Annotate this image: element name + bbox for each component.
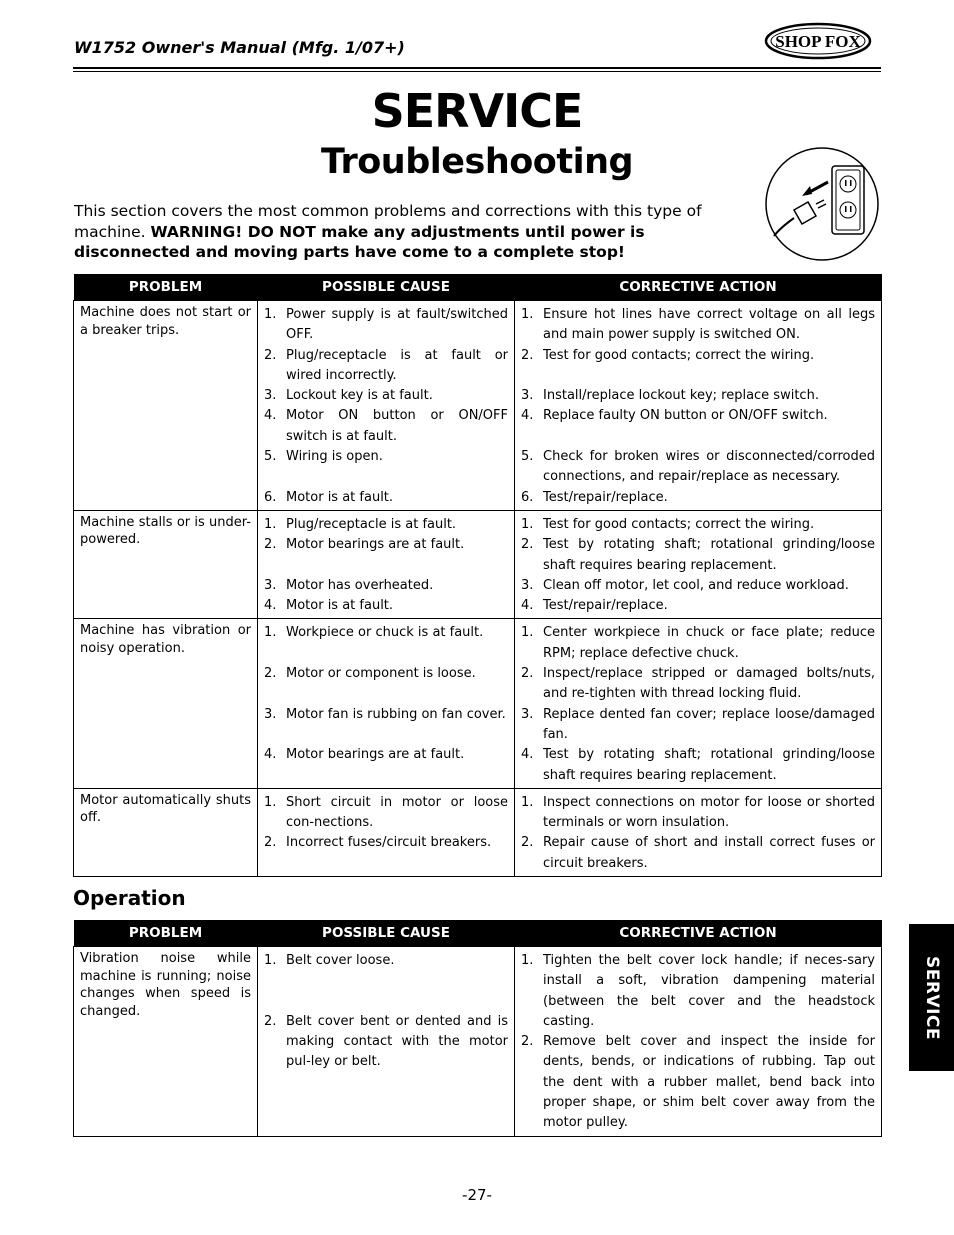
item-text: Install/replace lockout key; replace switch. bbox=[543, 388, 819, 404]
item-text: Clean off motor, let cool, and reduce workload. bbox=[543, 577, 849, 593]
item-number: 3. bbox=[521, 577, 534, 593]
action-item bbox=[521, 305, 875, 346]
header-corrective-action: CORRECTIVE ACTION bbox=[515, 920, 882, 947]
item-number: 6. bbox=[521, 489, 534, 505]
item-number: 1. bbox=[521, 516, 534, 532]
action-item bbox=[521, 406, 875, 447]
manual-title: W1752 Owner's Manual (Mfg. 1/07+) bbox=[74, 38, 405, 57]
item-text: Inspect/replace stripped or damaged bolts/nuts, and re-tighten with thread locking fluid. bbox=[543, 666, 875, 702]
action-item bbox=[521, 623, 875, 664]
action-cell bbox=[515, 788, 882, 876]
cause-item bbox=[264, 515, 508, 535]
intro-warning: WARNING! DO NOT make any adjustments until power is disconnected and moving parts have come to a complete stop! bbox=[74, 222, 645, 261]
header-problem: PROBLEM bbox=[74, 274, 258, 301]
action-item bbox=[521, 833, 875, 874]
item-text: Wiring is open. bbox=[286, 449, 383, 465]
cause-item bbox=[264, 346, 508, 387]
item-text: Incorrect fuses/circuit breakers. bbox=[286, 835, 492, 851]
item-number: 3. bbox=[264, 706, 277, 722]
cause-item bbox=[264, 535, 508, 576]
item-text: Center workpiece in chuck or face plate; reduce RPM; replace defective chuck. bbox=[543, 625, 875, 661]
item-text: Motor bearings are at fault. bbox=[286, 537, 465, 553]
item-text: Motor ON button or ON/OFF switch is at fault. bbox=[286, 408, 508, 444]
item-text: Motor bearings are at fault. bbox=[286, 747, 465, 763]
item-text: Belt cover loose. bbox=[286, 953, 395, 968]
action-item bbox=[521, 664, 875, 705]
item-number: 2. bbox=[521, 1034, 534, 1050]
item-number: 2. bbox=[264, 347, 277, 363]
item-text: Motor has overheated. bbox=[286, 577, 434, 593]
item-number: 3. bbox=[264, 388, 277, 404]
problem-cell: Machine does not start or a breaker trips. bbox=[74, 301, 258, 511]
operation-heading: Operation bbox=[73, 886, 186, 910]
item-number: 1. bbox=[521, 794, 534, 810]
item-text: Test by rotating shaft; rotational grinding/loose shaft requires bearing replacement. bbox=[543, 747, 875, 783]
cause-item bbox=[264, 745, 508, 786]
item-number: 5. bbox=[264, 449, 277, 465]
item-number: 2. bbox=[521, 347, 534, 363]
cause-item bbox=[264, 488, 508, 508]
side-tab-service bbox=[909, 924, 954, 1071]
header-possible-cause: POSSIBLE CAUSE bbox=[258, 274, 515, 301]
header-problem: PROBLEM bbox=[74, 920, 258, 947]
table-row bbox=[74, 510, 882, 618]
cause-cell bbox=[258, 788, 515, 876]
item-text: Motor fan is rubbing on fan cover. bbox=[286, 706, 506, 722]
item-number: 4. bbox=[521, 408, 534, 424]
action-item bbox=[521, 488, 875, 508]
page-title: SERVICE bbox=[371, 84, 583, 138]
item-text: Plug/receptacle is at fault or wired incorrectly. bbox=[286, 347, 508, 383]
table-row bbox=[74, 947, 882, 1137]
problem-cell: Vibration noise while machine is running; noise changes when speed is changed. bbox=[74, 947, 258, 1137]
item-number: 4. bbox=[264, 747, 277, 763]
item-number: 4. bbox=[521, 747, 534, 763]
action-item bbox=[521, 535, 875, 576]
item-number: 2. bbox=[521, 666, 534, 682]
table-row bbox=[74, 301, 882, 511]
action-item bbox=[521, 793, 875, 834]
table-row bbox=[74, 788, 882, 876]
item-text: Replace dented fan cover; replace loose/damaged fan. bbox=[543, 706, 875, 742]
item-text: Motor is at fault. bbox=[286, 598, 394, 614]
action-cell bbox=[515, 619, 882, 788]
cause-item bbox=[264, 576, 508, 596]
item-text: Test for good contacts; correct the wiring. bbox=[543, 516, 815, 532]
troubleshooting-table bbox=[73, 274, 882, 877]
cause-item bbox=[264, 406, 508, 447]
action-item bbox=[521, 745, 875, 786]
action-item bbox=[521, 951, 875, 1032]
cause-item bbox=[264, 793, 508, 834]
intro-text: This section covers the most common problems and corrections with this type of machine. bbox=[74, 202, 702, 241]
item-text: Motor or component is loose. bbox=[286, 666, 476, 682]
item-text: Test by rotating shaft; rotational grinding/loose shaft requires bearing replacement. bbox=[543, 537, 875, 573]
item-number: 5. bbox=[521, 449, 534, 465]
item-number: 3. bbox=[521, 388, 534, 404]
item-number: 1. bbox=[264, 307, 277, 322]
action-item bbox=[521, 1032, 875, 1133]
cause-item bbox=[264, 305, 508, 346]
cause-item bbox=[264, 951, 508, 1012]
item-text: Tighten the belt cover lock handle; if neces-sary install a soft, vibration dampening material (between the belt cover and the headstock casting. bbox=[543, 953, 875, 1029]
item-number: 1. bbox=[521, 307, 534, 322]
header-possible-cause: POSSIBLE CAUSE bbox=[258, 920, 515, 947]
cause-item bbox=[264, 1012, 508, 1093]
cause-cell bbox=[258, 619, 515, 788]
svg-text:SHOP FOX: SHOP FOX bbox=[775, 32, 861, 51]
item-number: 3. bbox=[521, 706, 534, 722]
item-number: 1. bbox=[521, 625, 534, 641]
item-number: 2. bbox=[264, 1013, 277, 1029]
cause-item bbox=[264, 833, 508, 874]
action-item bbox=[521, 596, 875, 616]
item-number: 6. bbox=[264, 489, 277, 505]
item-text: Test/repair/replace. bbox=[543, 598, 668, 614]
action-item bbox=[521, 515, 875, 535]
item-number: 4. bbox=[264, 598, 277, 614]
item-number: 4. bbox=[521, 598, 534, 614]
action-cell bbox=[515, 947, 882, 1137]
item-number: 1. bbox=[264, 794, 277, 810]
item-text: Short circuit in motor or loose con-nections. bbox=[286, 794, 508, 831]
item-number: 2. bbox=[264, 666, 277, 682]
header-rule bbox=[73, 67, 881, 69]
section-title: Troubleshooting bbox=[320, 142, 634, 182]
cause-item bbox=[264, 447, 508, 488]
cause-item bbox=[264, 664, 508, 705]
cause-cell bbox=[258, 301, 515, 511]
action-item bbox=[521, 346, 875, 387]
item-text: Ensure hot lines have correct voltage on all legs and main power supply is switched ON. bbox=[543, 307, 875, 343]
intro-paragraph bbox=[74, 201, 754, 263]
item-number: 2. bbox=[521, 835, 534, 851]
side-tab-label: SERVICE bbox=[921, 955, 942, 1040]
problem-cell: Machine stalls or is under-powered. bbox=[74, 510, 258, 618]
item-text: Belt cover bent or dented and is making contact with the motor pul-ley or belt. bbox=[286, 1013, 508, 1070]
item-text: Motor is at fault. bbox=[286, 489, 394, 505]
item-number: 2. bbox=[264, 537, 277, 553]
cause-cell bbox=[258, 510, 515, 618]
action-item bbox=[521, 447, 875, 488]
item-text: Check for broken wires or disconnected/corroded connections, and repair/replace as necessary. bbox=[543, 449, 875, 485]
item-text: Power supply is at fault/switched OFF. bbox=[286, 307, 508, 343]
unplug-power-icon bbox=[764, 146, 880, 262]
page-number: -27- bbox=[462, 1186, 492, 1204]
item-text: Workpiece or chuck is at fault. bbox=[286, 625, 484, 641]
item-number: 2. bbox=[521, 537, 534, 553]
action-cell bbox=[515, 301, 882, 511]
item-number: 1. bbox=[264, 625, 277, 641]
cause-item bbox=[264, 705, 508, 746]
item-number: 1. bbox=[264, 953, 277, 968]
item-text: Lockout key is at fault. bbox=[286, 388, 433, 404]
action-cell bbox=[515, 510, 882, 618]
header-corrective-action: CORRECTIVE ACTION bbox=[515, 274, 882, 301]
item-number: 1. bbox=[264, 516, 277, 532]
cause-item bbox=[264, 623, 508, 664]
item-number: 4. bbox=[264, 408, 277, 424]
operation-table bbox=[73, 920, 882, 1137]
item-text: Plug/receptacle is at fault. bbox=[286, 516, 457, 532]
item-number: 3. bbox=[264, 577, 277, 593]
action-item bbox=[521, 576, 875, 596]
problem-cell: Motor automatically shuts off. bbox=[74, 788, 258, 876]
header-rule-thin bbox=[73, 71, 881, 72]
item-number: 2. bbox=[264, 835, 277, 851]
item-number: 1. bbox=[521, 953, 534, 968]
cause-cell bbox=[258, 947, 515, 1137]
item-text: Test for good contacts; correct the wiring. bbox=[543, 347, 815, 363]
action-item bbox=[521, 705, 875, 746]
table-row bbox=[74, 619, 882, 788]
item-text: Test/repair/replace. bbox=[543, 489, 668, 505]
item-text: Inspect connections on motor for loose or shorted terminals or worn insulation. bbox=[543, 794, 875, 831]
cause-item bbox=[264, 386, 508, 406]
shop-fox-logo bbox=[764, 22, 872, 60]
item-text: Repair cause of short and install correct fuses or circuit breakers. bbox=[543, 835, 875, 871]
cause-item bbox=[264, 596, 508, 616]
item-text: Remove belt cover and inspect the inside for dents, bends, or indications of rubbing. Tap out the dent with a rubber mallet, bend back into proper shape, or shim belt cover away from the motor pulley. bbox=[543, 1034, 875, 1131]
action-item bbox=[521, 386, 875, 406]
item-text: Replace faulty ON button or ON/OFF switch. bbox=[543, 408, 828, 424]
problem-cell: Machine has vibration or noisy operation. bbox=[74, 619, 258, 788]
